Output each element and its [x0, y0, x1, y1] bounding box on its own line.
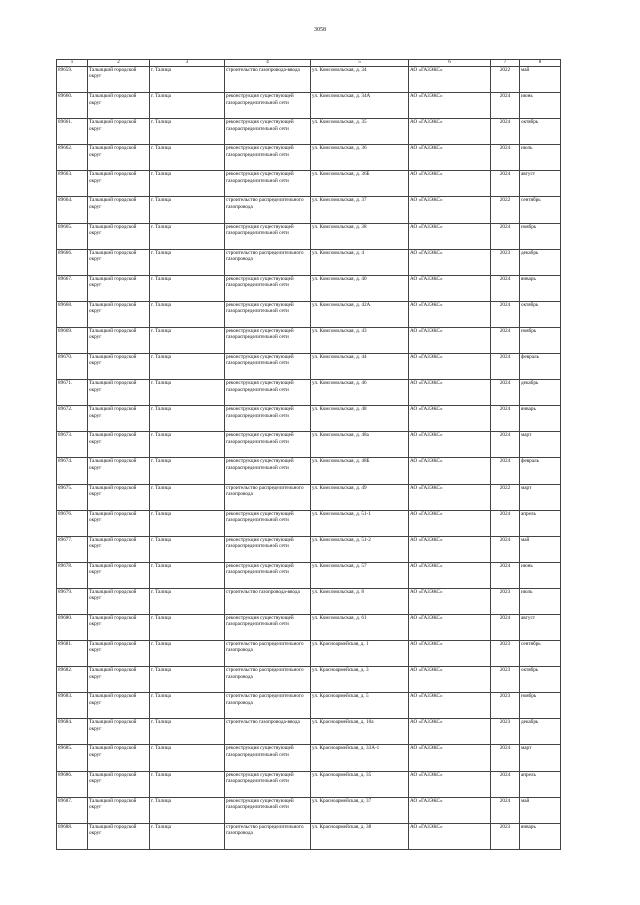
address-cell: ул. Комсомольская, д. 44 — [311, 354, 409, 380]
row-number: 89683. — [57, 693, 88, 719]
row-number: 89666. — [57, 249, 88, 275]
work-type-cell: реконструкция существующей газораспределительной сети — [225, 93, 311, 119]
table-row — [57, 275, 561, 301]
address-cell: ул. Комсомольская, д. 51-1 — [311, 510, 409, 536]
district-cell: Тальицкий городской округ — [88, 93, 150, 119]
works-table — [56, 59, 561, 850]
contractor-cell: АО «ГАЗЭКС» — [409, 536, 491, 562]
district-cell: Тальицкий городской округ — [88, 432, 150, 458]
row-number: 89660. — [57, 93, 88, 119]
table-row — [57, 432, 561, 458]
month-cell: декабрь — [520, 249, 561, 275]
town-cell: г. Талица — [150, 667, 225, 693]
month-cell: июнь — [520, 93, 561, 119]
column-number: 4 — [225, 60, 311, 67]
district-cell: Тальицкий городской округ — [88, 249, 150, 275]
table-row — [57, 327, 561, 353]
town-cell: г. Талица — [150, 354, 225, 380]
contractor-cell: АО «ГАЗЭКС» — [409, 823, 491, 849]
district-cell: Тальицкий городской округ — [88, 771, 150, 797]
address-cell: ул. Комсомольская, д. 4 — [311, 249, 409, 275]
table-row — [57, 562, 561, 588]
contractor-cell: АО «ГАЗЭКС» — [409, 327, 491, 353]
table-row — [57, 67, 561, 93]
year-cell: 2024 — [491, 301, 520, 327]
district-cell: Тальицкий городской округ — [88, 406, 150, 432]
contractor-cell: АО «ГАЗЭКС» — [409, 301, 491, 327]
work-type-cell: реконструкция существующей газораспределительной сети — [225, 510, 311, 536]
month-cell: ноябрь — [520, 327, 561, 353]
row-number: 89677. — [57, 536, 88, 562]
column-number: 7 — [491, 60, 520, 67]
town-cell: г. Талица — [150, 719, 225, 745]
work-type-cell: реконструкция существующей газораспределительной сети — [225, 301, 311, 327]
month-cell: декабрь — [520, 380, 561, 406]
district-cell: Тальицкий городской округ — [88, 536, 150, 562]
year-cell: 2024 — [491, 275, 520, 301]
address-cell: ул. Красноармейская, д. 35 — [311, 771, 409, 797]
column-number: 6 — [409, 60, 491, 67]
contractor-cell: АО «ГАЗЭКС» — [409, 641, 491, 667]
contractor-cell: АО «ГАЗЭКС» — [409, 354, 491, 380]
work-type-cell: реконструкция существующей газораспределительной сети — [225, 223, 311, 249]
year-cell: 2024 — [491, 406, 520, 432]
address-cell: ул. Красноармейская, д. 3 — [311, 667, 409, 693]
table-row — [57, 406, 561, 432]
work-type-cell: строительство распределительного газопровода — [225, 484, 311, 510]
month-cell: сентябрь — [520, 641, 561, 667]
work-type-cell: строительство распределительного газопровода — [225, 641, 311, 667]
town-cell: г. Талица — [150, 171, 225, 197]
work-type-cell: строительство распределительного газопровода — [225, 667, 311, 693]
town-cell: г. Талица — [150, 249, 225, 275]
month-cell: январь — [520, 823, 561, 849]
year-cell: 2023 — [491, 588, 520, 614]
town-cell: г. Талица — [150, 484, 225, 510]
work-type-cell: строительство распределительного газопровода — [225, 249, 311, 275]
row-number: 89680. — [57, 614, 88, 640]
work-type-cell: реконструкция существующей газораспределительной сети — [225, 432, 311, 458]
row-number: 89676. — [57, 510, 88, 536]
year-cell: 2024 — [491, 223, 520, 249]
district-cell: Тальицкий городской округ — [88, 197, 150, 223]
contractor-cell: АО «ГАЗЭКС» — [409, 588, 491, 614]
town-cell: г. Талица — [150, 119, 225, 145]
town-cell: г. Талица — [150, 327, 225, 353]
district-cell: Тальицкий городской округ — [88, 145, 150, 171]
table-row — [57, 458, 561, 484]
row-number: 89675. — [57, 484, 88, 510]
year-cell: 2024 — [491, 145, 520, 171]
contractor-cell: АО «ГАЗЭКС» — [409, 380, 491, 406]
year-cell: 2024 — [491, 119, 520, 145]
address-cell: ул. Комсомольская, д. 43 — [311, 327, 409, 353]
column-number: 8 — [520, 60, 561, 67]
month-cell: июль — [520, 145, 561, 171]
month-cell: октябрь — [520, 667, 561, 693]
row-number: 89685. — [57, 745, 88, 771]
column-number-row — [57, 60, 561, 67]
work-type-cell: строительство распределительного газопровода — [225, 823, 311, 849]
town-cell: г. Талица — [150, 510, 225, 536]
row-number: 89669. — [57, 327, 88, 353]
column-number: 1 — [57, 60, 88, 67]
address-cell: ул. Комсомольская, д. 36 — [311, 145, 409, 171]
contractor-cell: АО «ГАЗЭКС» — [409, 614, 491, 640]
month-cell: февраль — [520, 354, 561, 380]
row-number: 89674. — [57, 458, 88, 484]
row-number: 89686. — [57, 771, 88, 797]
row-number: 89671. — [57, 380, 88, 406]
month-cell: февраль — [520, 458, 561, 484]
work-type-cell: строительство распределительного газопровода — [225, 197, 311, 223]
row-number: 89667. — [57, 275, 88, 301]
contractor-cell: АО «ГАЗЭКС» — [409, 719, 491, 745]
contractor-cell: АО «ГАЗЭКС» — [409, 484, 491, 510]
contractor-cell: АО «ГАЗЭКС» — [409, 693, 491, 719]
address-cell: ул. Красноармейская, д. 5 — [311, 693, 409, 719]
year-cell: 2024 — [491, 510, 520, 536]
district-cell: Тальицкий городской округ — [88, 275, 150, 301]
district-cell: Тальицкий городской округ — [88, 484, 150, 510]
contractor-cell: АО «ГАЗЭКС» — [409, 667, 491, 693]
month-cell: август — [520, 614, 561, 640]
district-cell: Тальицкий городской округ — [88, 510, 150, 536]
row-number: 89688. — [57, 823, 88, 849]
district-cell: Тальицкий городской округ — [88, 641, 150, 667]
town-cell: г. Талица — [150, 223, 225, 249]
address-cell: ул. Комсомольская, д. 48Б — [311, 458, 409, 484]
district-cell: Тальицкий городской округ — [88, 693, 150, 719]
table-row — [57, 693, 561, 719]
address-cell: ул. Комсомольская, д. 38 — [311, 223, 409, 249]
address-cell: ул. Комсомольская, д. 48 — [311, 406, 409, 432]
year-cell: 2023 — [491, 667, 520, 693]
work-type-cell: реконструкция существующей газораспределительной сети — [225, 119, 311, 145]
month-cell: июнь — [520, 562, 561, 588]
work-type-cell: реконструкция существующей газораспределительной сети — [225, 458, 311, 484]
address-cell: ул. Комсомольская, д. 51-2 — [311, 536, 409, 562]
year-cell: 2024 — [491, 562, 520, 588]
table-row — [57, 145, 561, 171]
month-cell: май — [520, 797, 561, 823]
town-cell: г. Талица — [150, 797, 225, 823]
year-cell: 2023 — [491, 823, 520, 849]
district-cell: Тальицкий городской округ — [88, 171, 150, 197]
district-cell: Тальицкий городской округ — [88, 327, 150, 353]
table-row — [57, 354, 561, 380]
month-cell: май — [520, 67, 561, 93]
year-cell: 2024 — [491, 614, 520, 640]
month-cell: июль — [520, 588, 561, 614]
work-type-cell: реконструкция существующей газораспределительной сети — [225, 354, 311, 380]
row-number: 89687. — [57, 797, 88, 823]
town-cell: г. Талица — [150, 145, 225, 171]
district-cell: Тальицкий городской округ — [88, 119, 150, 145]
column-number: 2 — [88, 60, 150, 67]
month-cell: апрель — [520, 510, 561, 536]
town-cell: г. Талица — [150, 823, 225, 849]
year-cell: 2024 — [491, 380, 520, 406]
district-cell: Тальицкий городской округ — [88, 588, 150, 614]
town-cell: г. Талица — [150, 432, 225, 458]
address-cell: ул. Комсомольская, д. 48а — [311, 432, 409, 458]
column-number: 5 — [311, 60, 409, 67]
year-cell: 2022 — [491, 197, 520, 223]
month-cell: январь — [520, 275, 561, 301]
town-cell: г. Талица — [150, 380, 225, 406]
address-cell: ул. Комсомольская, д. 36Б — [311, 171, 409, 197]
column-number: 3 — [150, 60, 225, 67]
month-cell: март — [520, 484, 561, 510]
row-number: 89670. — [57, 354, 88, 380]
row-number: 89659. — [57, 67, 88, 93]
page-number: 3058 — [314, 27, 326, 33]
row-number: 89681. — [57, 641, 88, 667]
row-number: 89668. — [57, 301, 88, 327]
town-cell: г. Талица — [150, 614, 225, 640]
town-cell: г. Талица — [150, 197, 225, 223]
contractor-cell: АО «ГАЗЭКС» — [409, 93, 491, 119]
work-type-cell: реконструкция существующей газораспределительной сети — [225, 745, 311, 771]
town-cell: г. Талица — [150, 745, 225, 771]
month-cell: октябрь — [520, 119, 561, 145]
year-cell: 2023 — [491, 693, 520, 719]
row-number: 89679. — [57, 588, 88, 614]
district-cell: Тальицкий городской округ — [88, 614, 150, 640]
town-cell: г. Талица — [150, 458, 225, 484]
table-row — [57, 197, 561, 223]
contractor-cell: АО «ГАЗЭКС» — [409, 562, 491, 588]
district-cell: Тальицкий городской округ — [88, 380, 150, 406]
work-type-cell: реконструкция существующей газораспределительной сети — [225, 275, 311, 301]
contractor-cell: АО «ГАЗЭКС» — [409, 406, 491, 432]
contractor-cell: АО «ГАЗЭКС» — [409, 797, 491, 823]
town-cell: г. Талица — [150, 301, 225, 327]
town-cell: г. Талица — [150, 771, 225, 797]
table-row — [57, 745, 561, 771]
address-cell: ул. Комсомольская, д. 35 — [311, 119, 409, 145]
work-type-cell: строительство газопровода-ввода — [225, 719, 311, 745]
address-cell: ул. Комсомольская, д. 34А — [311, 93, 409, 119]
district-cell: Тальицкий городской округ — [88, 667, 150, 693]
table-row — [57, 614, 561, 640]
district-cell: Тальицкий городской округ — [88, 458, 150, 484]
table-row — [57, 380, 561, 406]
row-number: 89662. — [57, 145, 88, 171]
year-cell: 2022 — [491, 484, 520, 510]
address-cell: ул. Красноармейская, д. 10а — [311, 719, 409, 745]
table-row — [57, 119, 561, 145]
year-cell: 2024 — [491, 93, 520, 119]
row-number: 89663. — [57, 171, 88, 197]
address-cell: ул. Красноармейская, д. 1 — [311, 641, 409, 667]
table-row — [57, 667, 561, 693]
contractor-cell: АО «ГАЗЭКС» — [409, 432, 491, 458]
table-row — [57, 484, 561, 510]
district-cell: Тальицкий городской округ — [88, 223, 150, 249]
month-cell: апрель — [520, 771, 561, 797]
work-type-cell: реконструкция существующей газораспределительной сети — [225, 380, 311, 406]
month-cell: декабрь — [520, 719, 561, 745]
row-number: 89678. — [57, 562, 88, 588]
row-number: 89665. — [57, 223, 88, 249]
table-row — [57, 223, 561, 249]
table-row — [57, 588, 561, 614]
town-cell: г. Талица — [150, 641, 225, 667]
month-cell: сентябрь — [520, 197, 561, 223]
district-cell: Тальицкий городской округ — [88, 67, 150, 93]
month-cell: май — [520, 536, 561, 562]
table-row — [57, 301, 561, 327]
table-row — [57, 641, 561, 667]
district-cell: Тальицкий городской округ — [88, 797, 150, 823]
table-row — [57, 797, 561, 823]
district-cell: Тальицкий городской округ — [88, 562, 150, 588]
work-type-cell: реконструкция существующей газораспределительной сети — [225, 171, 311, 197]
contractor-cell: АО «ГАЗЭКС» — [409, 223, 491, 249]
town-cell: г. Талица — [150, 406, 225, 432]
contractor-cell: АО «ГАЗЭКС» — [409, 771, 491, 797]
year-cell: 2023 — [491, 719, 520, 745]
row-number: 89673. — [57, 432, 88, 458]
address-cell: ул. Комсомольская, д. 49 — [311, 484, 409, 510]
work-type-cell: строительство газопровода-ввода — [225, 588, 311, 614]
address-cell: ул. Комсомольская, д. 46 — [311, 380, 409, 406]
table-row — [57, 93, 561, 119]
month-cell: январь — [520, 406, 561, 432]
year-cell: 2024 — [491, 797, 520, 823]
contractor-cell: АО «ГАЗЭКС» — [409, 197, 491, 223]
table-row — [57, 249, 561, 275]
contractor-cell: АО «ГАЗЭКС» — [409, 145, 491, 171]
contractor-cell: АО «ГАЗЭКС» — [409, 119, 491, 145]
work-type-cell: реконструкция существующей газораспределительной сети — [225, 406, 311, 432]
table-row — [57, 171, 561, 197]
town-cell: г. Талица — [150, 536, 225, 562]
table-row — [57, 719, 561, 745]
contractor-cell: АО «ГАЗЭКС» — [409, 458, 491, 484]
row-number: 89684. — [57, 719, 88, 745]
month-cell: март — [520, 432, 561, 458]
address-cell: ул. Комсомольская, д. 42А — [311, 301, 409, 327]
district-cell: Тальицкий городской округ — [88, 354, 150, 380]
contractor-cell: АО «ГАЗЭКС» — [409, 249, 491, 275]
work-type-cell: реконструкция существующей газораспределительной сети — [225, 771, 311, 797]
year-cell: 2024 — [491, 354, 520, 380]
work-type-cell: реконструкция существующей газораспределительной сети — [225, 145, 311, 171]
contractor-cell: АО «ГАЗЭКС» — [409, 275, 491, 301]
table-row — [57, 823, 561, 849]
month-cell: ноябрь — [520, 693, 561, 719]
contractor-cell: АО «ГАЗЭКС» — [409, 745, 491, 771]
town-cell: г. Талица — [150, 588, 225, 614]
town-cell: г. Талица — [150, 275, 225, 301]
address-cell: ул. Комсомольская, д. 61 — [311, 614, 409, 640]
address-cell: ул. Комсомольская, д. 40 — [311, 275, 409, 301]
district-cell: Тальицкий городской округ — [88, 745, 150, 771]
work-type-cell: строительство газопровода-ввода — [225, 67, 311, 93]
table-body — [57, 60, 561, 850]
address-cell: ул. Комсомольская, д. 57 — [311, 562, 409, 588]
address-cell: ул. Красноармейская, д. 37 — [311, 797, 409, 823]
year-cell: 2024 — [491, 771, 520, 797]
contractor-cell: АО «ГАЗЭКС» — [409, 510, 491, 536]
address-cell: ул. Комсомольская, д. 37 — [311, 197, 409, 223]
address-cell: ул. Комсомольская, д. 34 — [311, 67, 409, 93]
town-cell: г. Талица — [150, 67, 225, 93]
year-cell: 2023 — [491, 249, 520, 275]
work-type-cell: реконструкция существующей газораспределительной сети — [225, 536, 311, 562]
month-cell: август — [520, 171, 561, 197]
table-row — [57, 510, 561, 536]
row-number: 89664. — [57, 197, 88, 223]
address-cell: ул. Красноармейская, д. 38 — [311, 823, 409, 849]
town-cell: г. Талица — [150, 93, 225, 119]
work-type-cell: реконструкция существующей газораспределительной сети — [225, 327, 311, 353]
contractor-cell: АО «ГАЗЭКС» — [409, 171, 491, 197]
year-cell: 2024 — [491, 432, 520, 458]
town-cell: г. Талица — [150, 693, 225, 719]
table-row — [57, 771, 561, 797]
town-cell: г. Талица — [150, 562, 225, 588]
work-type-cell: строительство распределительного газопровода — [225, 693, 311, 719]
year-cell: 2024 — [491, 327, 520, 353]
year-cell: 2024 — [491, 536, 520, 562]
district-cell: Тальицкий городской округ — [88, 301, 150, 327]
row-number: 89682. — [57, 667, 88, 693]
contractor-cell: АО «ГАЗЭКС» — [409, 67, 491, 93]
year-cell: 2024 — [491, 458, 520, 484]
work-type-cell: реконструкция существующей газораспределительной сети — [225, 614, 311, 640]
month-cell: октябрь — [520, 301, 561, 327]
table-row — [57, 536, 561, 562]
district-cell: Тальицкий городской округ — [88, 719, 150, 745]
year-cell: 2024 — [491, 745, 520, 771]
month-cell: март — [520, 745, 561, 771]
work-type-cell: реконструкция существующей газораспределительной сети — [225, 562, 311, 588]
work-type-cell: реконструкция существующей газораспределительной сети — [225, 797, 311, 823]
year-cell: 2024 — [491, 171, 520, 197]
row-number: 89672. — [57, 406, 88, 432]
year-cell: 2023 — [491, 641, 520, 667]
address-cell: ул. Красноармейская, д. 33А-1 — [311, 745, 409, 771]
year-cell: 2022 — [491, 67, 520, 93]
district-cell: Тальицкий городской округ — [88, 823, 150, 849]
row-number: 89661. — [57, 119, 88, 145]
address-cell: ул. Комсомольская, д. 8 — [311, 588, 409, 614]
month-cell: ноябрь — [520, 223, 561, 249]
